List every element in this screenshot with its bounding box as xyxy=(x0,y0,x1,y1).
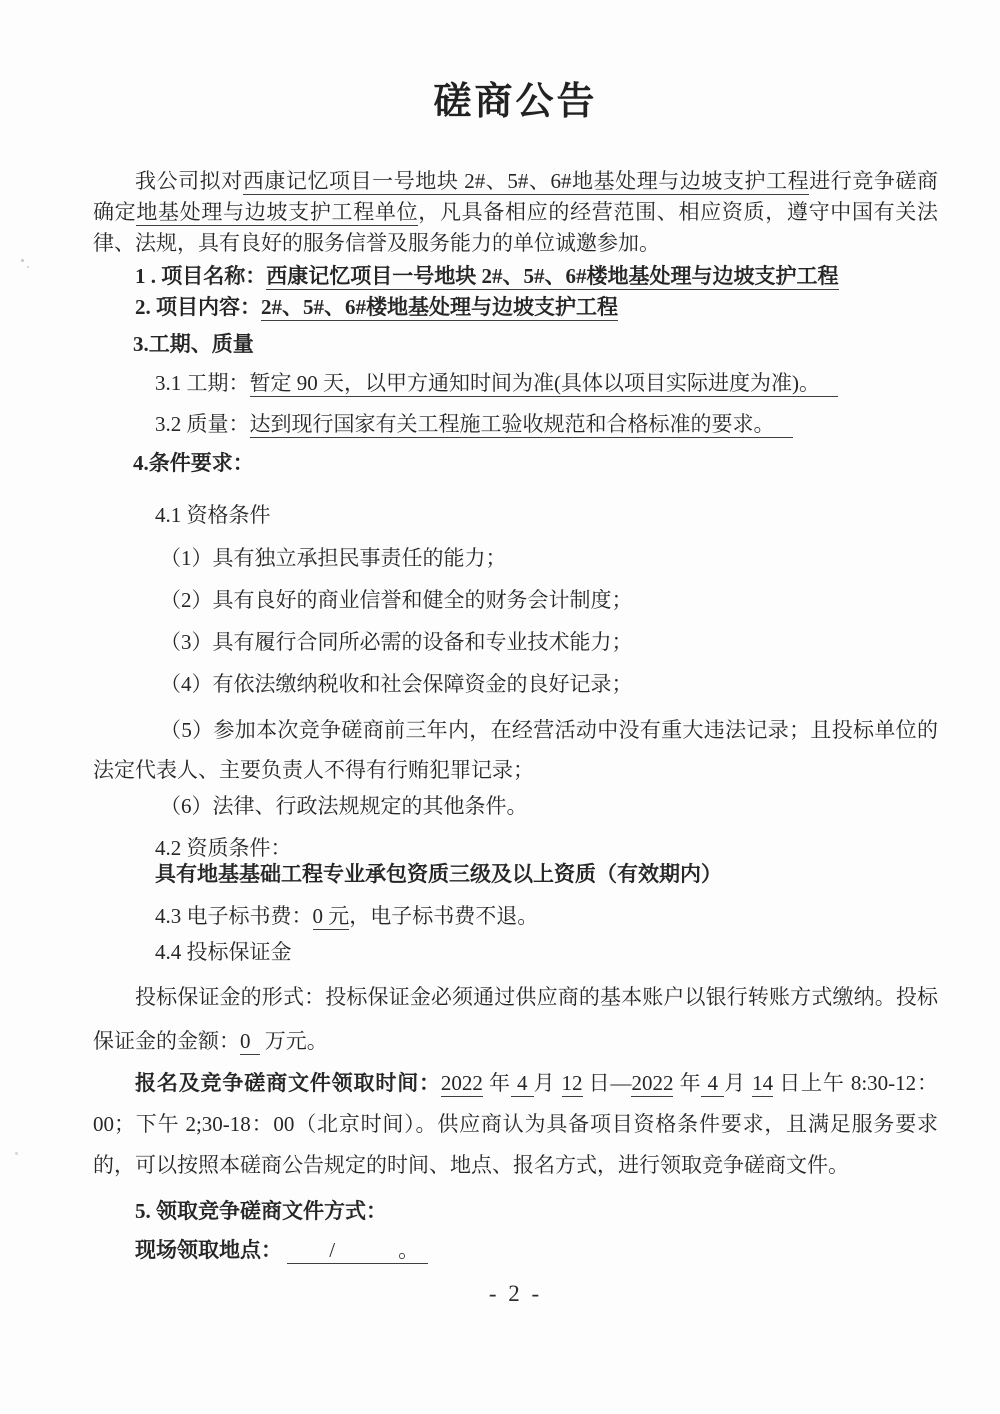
text-segment: / 。 xyxy=(287,1238,428,1264)
text-segment: 达到现行国家有关工程施工验收规范和合格标准的要求。 xyxy=(250,412,793,438)
text-segment: ，凡具备相应的经营范围、相应资质，遵守中国有关法律、法规，具有良好的服务信誉及服务能力的单位诚邀参加。 xyxy=(93,200,939,255)
condition-item xyxy=(93,710,938,790)
text-segment: 0 xyxy=(240,1029,260,1055)
text-segment: 现场领取地点： xyxy=(135,1238,288,1262)
text-segment: 报名及竞争磋商文件领取时间： xyxy=(135,1071,441,1095)
section-requirements-heading xyxy=(133,447,938,479)
scan-speck xyxy=(15,1152,18,1155)
text-segment: 14 xyxy=(752,1071,774,1095)
condition-item xyxy=(93,626,938,658)
text-segment: （2）具有良好的商业信誉和健全的财务会计制度； xyxy=(160,588,633,612)
text-segment: 地基处理与边坡支护工程单位 xyxy=(136,200,419,224)
text-segment: 年 xyxy=(673,1071,702,1095)
scan-speck xyxy=(27,266,29,268)
signup-time-paragraph xyxy=(93,1063,938,1186)
section-document-collection-heading xyxy=(135,1195,938,1227)
page-number: - 2 - xyxy=(488,1281,543,1306)
text-segment: （5）参加本次竞争磋商前三年内，在经营活动中没有重大违法记录；且投标单位的法定代表人、主要负责人不得有行贿犯罪记录； xyxy=(93,718,938,782)
text-segment: 5. 领取竞争磋商文件方式： xyxy=(135,1199,387,1223)
text-segment: 年 xyxy=(482,1071,511,1095)
text-segment: 西康记忆项目一号地块 2#、5#、6#地基处理与边坡支护工程 xyxy=(242,169,810,193)
text-segment: 3.2 质量： xyxy=(155,412,250,436)
item-bid-document-fee xyxy=(155,900,938,932)
text-segment: 万元。 xyxy=(259,1029,328,1053)
text-segment: 日— xyxy=(582,1071,632,1095)
text-segment: 4.3 电子标书费： xyxy=(155,904,313,928)
text-segment: （3）具有履行合同所必需的设备和专业技术能力； xyxy=(160,630,633,654)
text-segment: 暂定 90 天，以甲方通知时间为准(具体以项目实际进度为准)。 xyxy=(250,371,838,397)
text-segment: ，电子标书费不退。 xyxy=(349,904,539,928)
intro-paragraph xyxy=(93,166,938,259)
text-segment: 投标保证金的形式：投标保证金必须通过供应商的基本账户以银行转账方式缴纳。投标保证金的金额： xyxy=(93,985,938,1053)
text-segment: 4.1 资格条件 xyxy=(155,503,271,527)
text-segment: 2#、5#、6#楼地基处理与边坡支护工程 xyxy=(261,295,618,319)
text-segment: 3.1 工期： xyxy=(155,371,250,395)
text-segment: 具有地基基础工程专业承包资质三级及以上资质（有效期内） xyxy=(155,862,722,886)
text-segment: 进行竞争磋商确定 xyxy=(93,169,939,224)
subsection-bid-bond-heading xyxy=(155,936,938,968)
text-segment: 月 xyxy=(533,1071,562,1095)
condition-item xyxy=(93,542,938,574)
text-segment: 月 xyxy=(724,1071,753,1095)
text-segment: 4 xyxy=(510,1071,534,1095)
item-quality xyxy=(155,408,938,440)
text-segment: 3.工期、质量 xyxy=(133,332,254,356)
text-segment: 4.条件要求： xyxy=(133,451,254,475)
bid-bond-paragraph xyxy=(93,975,938,1063)
text-segment: （6）法律、行政法规规定的其他条件。 xyxy=(160,794,528,818)
item-project-content xyxy=(135,292,938,323)
condition-item xyxy=(93,790,938,822)
section-duration-quality-heading xyxy=(133,328,938,360)
text-segment: 2. 项目内容： xyxy=(135,295,261,319)
page-title: 磋商公告 xyxy=(433,81,598,123)
text-segment: 1 . 项目名称： xyxy=(135,264,267,288)
text-segment: 2022 xyxy=(631,1071,674,1095)
scan-speck xyxy=(21,259,24,262)
text-segment: 2022 xyxy=(440,1071,483,1095)
subsection-qualification-heading xyxy=(155,499,938,531)
condition-item xyxy=(93,584,938,616)
text-segment: （1）具有独立承担民事责任的能力； xyxy=(160,546,507,570)
credential-requirement xyxy=(155,861,938,887)
text-segment: 日上午 8:30-12：00；下午 2;30-18：00（北京时间）。供应商认为具备项目资格条件要求，且满足服务要求的，可以按照本磋商公告规定的时间、地点、报名方式，进行领取竞争磋商文件。 xyxy=(93,1071,939,1177)
text-segment: 4 xyxy=(701,1071,725,1095)
item-onsite-collection-place xyxy=(135,1234,938,1266)
text-segment: 西康记忆项目一号地块 2#、5#、6#楼地基处理与边坡支护工程 xyxy=(266,264,839,288)
text-segment: 0 元 xyxy=(312,904,350,928)
text-segment: 12 xyxy=(561,1071,583,1095)
item-duration xyxy=(155,367,938,399)
text-segment: 我公司拟对 xyxy=(135,169,243,193)
text-segment: 4.2 资质条件： xyxy=(155,836,292,860)
item-project-name xyxy=(135,261,938,292)
condition-item xyxy=(93,668,938,700)
text-segment: 4.4 投标保证金 xyxy=(155,940,292,964)
subsection-credential-heading xyxy=(155,835,938,861)
text-segment: （4）有依法缴纳税收和社会保障资金的良好记录； xyxy=(160,672,633,696)
